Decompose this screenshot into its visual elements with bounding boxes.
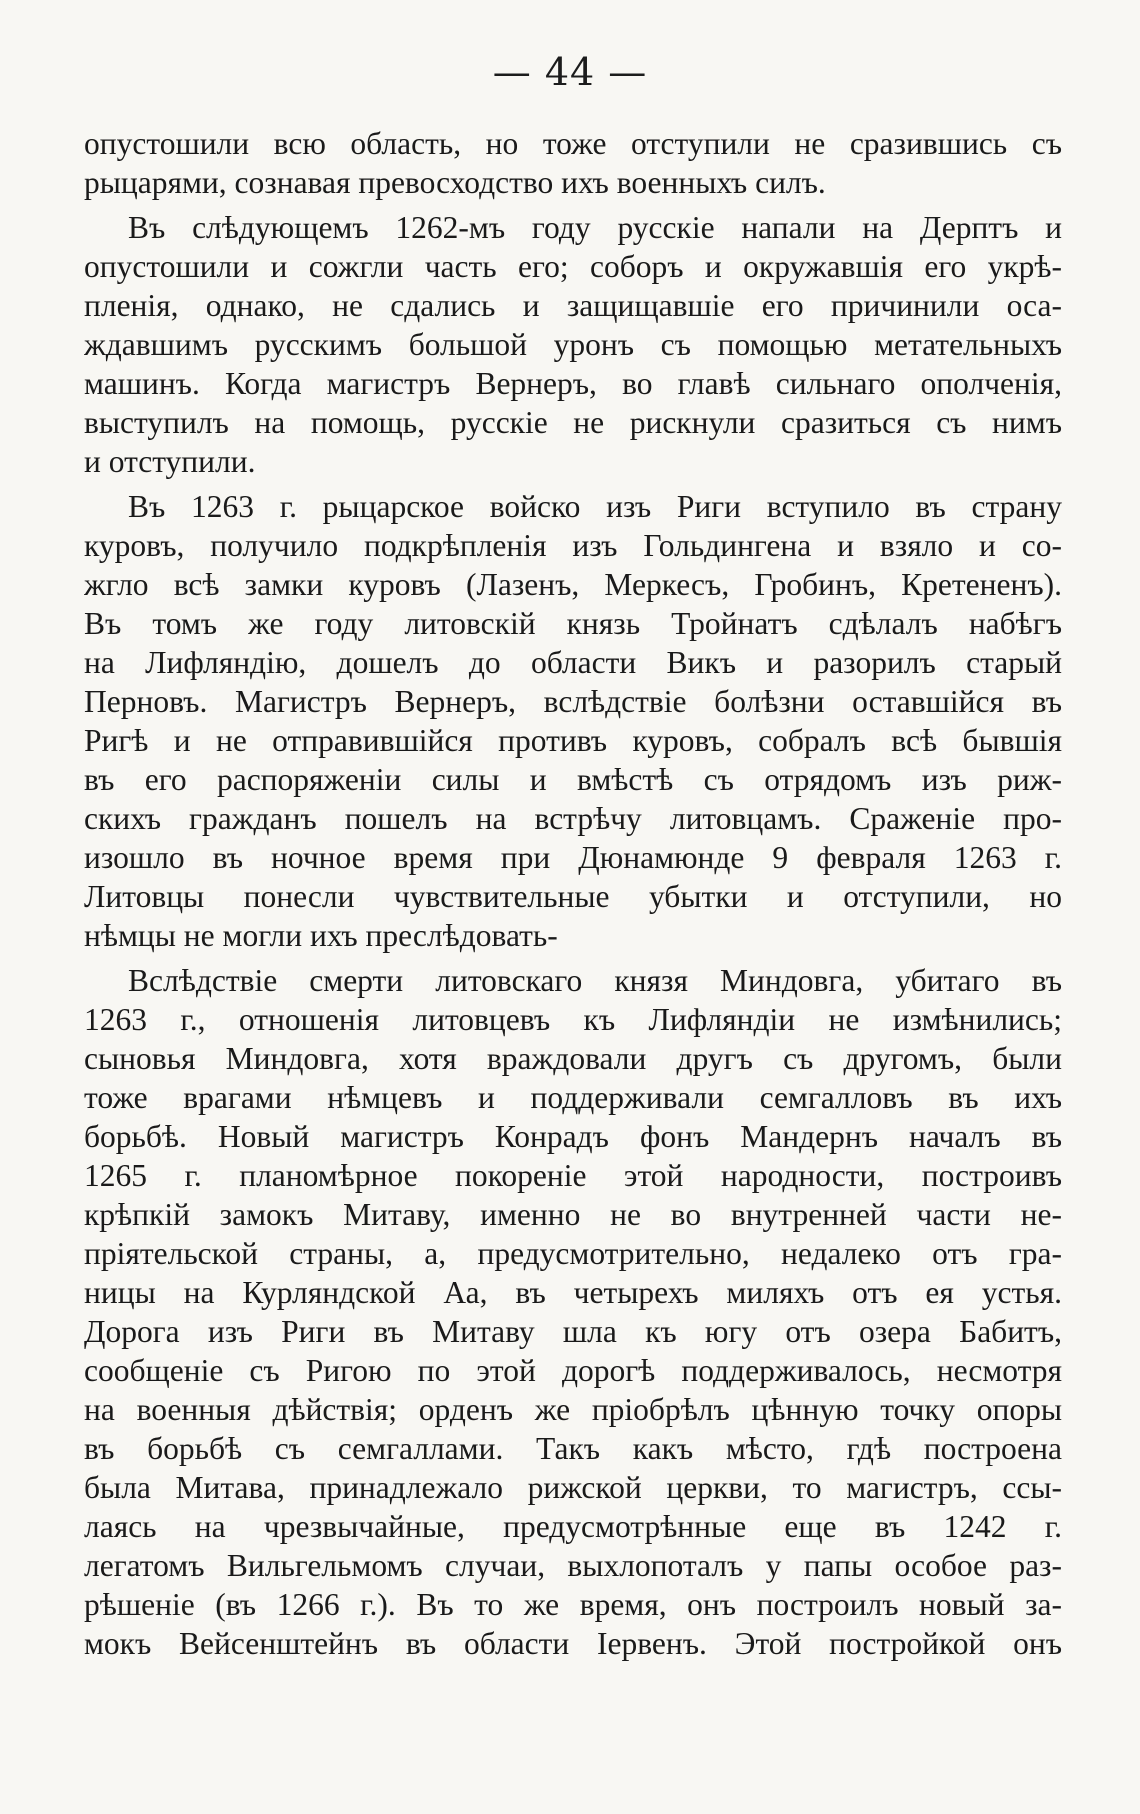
text-line: легатомъ Вильгельмомъ случаи, выхлопоталъ у папы особое раз- — [84, 1548, 1062, 1583]
text-line: опустошили всю область, но тоже отступили не сразившись съ — [84, 126, 1062, 161]
text-line: Перновъ. Магистръ Вернеръ, вслѣдствіе болѣзни оставшійся въ — [84, 684, 1062, 719]
text-line: 1265 г. планомѣрное покореніе этой народности, построивъ — [84, 1158, 1062, 1193]
text-line: на Лифляндію, дошелъ до области Викъ и разорилъ старый — [84, 645, 1062, 680]
text-line: скихъ гражданъ пошелъ на встрѣчу литовцамъ. Сраженіе про- — [84, 801, 1062, 836]
text-line: Въ томъ же году литовскій князь Тройнатъ сдѣлалъ набѣгъ — [84, 606, 1062, 641]
text-line: Вслѣдствіе смерти литовскаго князя Миндовга, убитаго въ — [128, 963, 1062, 998]
text-line: мокъ Вейсенштейнъ въ области Іервенъ. Этой постройкой онъ — [84, 1626, 1062, 1661]
text-line: тоже врагами нѣмцевъ и поддерживали семгалловъ въ ихъ — [84, 1080, 1062, 1115]
text-line: крѣпкій замокъ Митаву, именно не во внутренней части не- — [84, 1197, 1062, 1232]
paragraph-4 — [84, 961, 1062, 1663]
text-line: машинъ. Когда магистръ Вернеръ, во главѣ сильнаго ополченія, — [84, 366, 1062, 401]
text-line: рѣшеніе (въ 1266 г.). Въ то же время, онъ построилъ новый за- — [84, 1587, 1062, 1622]
paragraph-1 — [84, 124, 1062, 202]
body-text — [84, 124, 1062, 1663]
text-line: 1263 г., отношенія литовцевъ къ Лифляндіи не измѣнились; — [84, 1002, 1062, 1037]
text-line: Дорога изъ Риги въ Митаву шла къ югу отъ озера Бабитъ, — [84, 1314, 1062, 1349]
text-line: въ борьбѣ съ семгаллами. Такъ какъ мѣсто, гдѣ построена — [84, 1431, 1062, 1466]
text-line: Въ 1263 г. рыцарское войско изъ Риги вступило въ страну — [128, 489, 1062, 524]
text-line: ждавшимъ русскимъ большой уронъ съ помощью метательныхъ — [84, 327, 1062, 362]
text-line: Ригѣ и не отправившійся противъ куровъ, собралъ всѣ бывшія — [84, 723, 1062, 758]
text-line: была Митава, принадлежало рижской церкви, то магистръ, ссы- — [84, 1470, 1062, 1505]
text-line: лаясь на чрезвычайные, предусмотрѣнные еще въ 1242 г. — [84, 1509, 1062, 1544]
text-line: жгло всѣ замки куровъ (Лазенъ, Меркесъ, Гробинъ, Кретененъ). — [84, 567, 1062, 602]
text-line: и отступили. — [84, 444, 256, 479]
text-line: сообщеніе съ Ригою по этой дорогѣ поддерживалось, несмотря — [84, 1353, 1062, 1388]
text-line: пленія, однако, не сдались и защищавшіе его причинили оса- — [84, 288, 1062, 323]
paragraph-3 — [84, 487, 1062, 955]
text-line: выступилъ на помощь, русскіе не рискнули сразиться съ нимъ — [84, 405, 1062, 440]
text-line: ницы на Курляндской Аа, въ четырехъ миляхъ отъ ея устья. — [84, 1275, 1062, 1310]
text-line: Въ слѣдующемъ 1262-мъ году русскіе напали на Дерптъ и — [128, 210, 1062, 245]
paragraph-2 — [84, 208, 1062, 481]
text-line: на военныя дѣйствія; орденъ же пріобрѣлъ цѣнную точку опоры — [84, 1392, 1062, 1427]
text-line: пріятельской страны, а, предусмотрительно, недалеко отъ гра- — [84, 1236, 1062, 1271]
text-line: Литовцы понесли чувствительные убытки и отступили, но — [84, 879, 1062, 914]
text-line: сыновья Миндовга, хотя враждовали другъ съ другомъ, были — [84, 1041, 1062, 1076]
text-line: борьбѣ. Новый магистръ Конрадъ фонъ Мандернъ началъ въ — [84, 1119, 1062, 1154]
text-line: куровъ, получило подкрѣпленія изъ Гольдингена и взяло и со- — [84, 528, 1062, 563]
text-line: нѣмцы не могли ихъ преслѣдовать- — [84, 918, 558, 953]
text-line: въ его распоряженіи силы и вмѣстѣ съ отрядомъ изъ риж- — [84, 762, 1062, 797]
text-line: изошло въ ночное время при Дюнамюнде 9 февраля 1263 г. — [84, 840, 1062, 875]
page-number: — 44 — — [492, 50, 648, 94]
text-line: рыцарями, сознавая превосходство ихъ военныхъ силъ. — [84, 165, 826, 200]
text-line: опустошили и сожгли часть его; соборъ и окружавшія его укрѣ- — [84, 249, 1062, 284]
